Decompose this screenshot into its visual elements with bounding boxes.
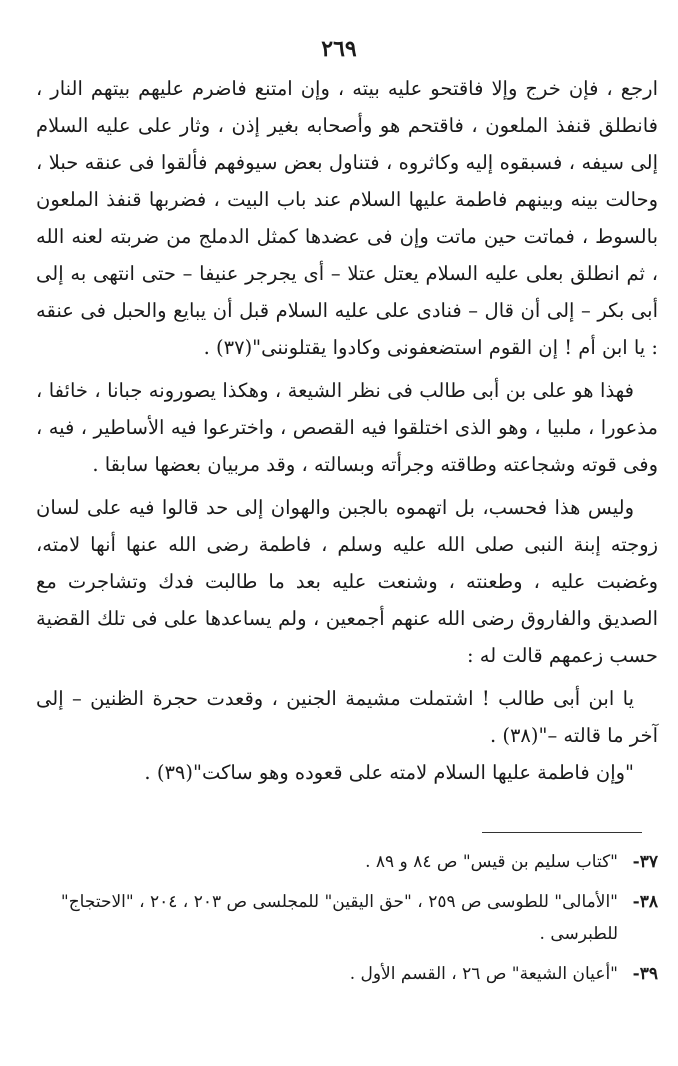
footnote-number: ٣٧- <box>632 852 658 872</box>
footnote <box>60 886 658 950</box>
footnote-text: "كتاب سليم بن قيس" ص ٨٤ و ٨٩ . <box>365 852 618 872</box>
footnotes <box>60 846 658 998</box>
footnote-text: "الأمالى" للطوسى ص ٢٥٩ ، "حق اليقين" للمجلسى ص ٢٠٣ ، ٢٠٤ ، "الاحتجاج" للطبرسى . <box>60 892 618 944</box>
footnote-number: ٣٩- <box>632 964 658 984</box>
footnote <box>60 958 658 990</box>
paragraph: ارجع ، فإن خرج وإلا فاقتحو عليه بيته ، وإن امتنع فاضرم عليهم بيتهم النار ، فانطلق قنفذ الملعون ، فاقتحم هو وأصحابه بغير إذن ، وثار على عليه السلام إلى سيفه ، فسبقوه إليه وكاثروه ، فتناول بعض سيوفهم فألقوا فى عنقه حبلا ، وحالت بينه وبينهم فاطمة عليها السلام عند باب البيت ، فضربها قنفذ الملعون بالسوط ، فماتت حين ماتت وإن فى عضدها كمثل الدملج من ضربته لعنه الله ، ثم انطلق بعلى عليه السلام يعتل عتلا – أى يجرجر عنيفا – حتى انتهى به إلى أبى بكر – إلى أن قال – فنادى على عليه السلام قبل أن يبايع والحبل فى عنقه : يا ابن أم ! إن القوم استضعفونى وكادوا يقتلوننى"(٣٧) . <box>36 77 658 359</box>
footnote-text: "أعيان الشيعة" ص ٢٦ ، القسم الأول . <box>349 964 618 984</box>
page-number: ٢٦٩ <box>321 36 357 62</box>
footnote-divider <box>482 832 642 833</box>
quote-paragraph: "وإن فاطمة عليها السلام لامته على قعوده وهو ساكت"(٣٩) . <box>144 761 634 784</box>
paragraph: وليس هذا فحسب، بل اتهموه بالجبن والهوان إلى حد قالوا فيه على لسان زوجته إبنة النبى صلى الله عليه وسلم ، فاطمة رضى الله عنها أنها لامته، وغضبت عليه ، وطعنته ، وشنعت عليه بعد ما طالبت فدك وتشاجرت مع الصديق والفاروق رضى الله عنهم أجمعين ، ولم يساعدها على فى تلك القضية حسب زعمهم قالت له : <box>36 496 658 667</box>
footnote-number: ٣٨- <box>632 892 658 912</box>
main-text <box>36 70 658 791</box>
paragraph: فهذا هو على بن أبى طالب فى نظر الشيعة ، وهكذا يصورونه جبانا ، خائفا ، مذعورا ، ملبيا ، وهو الذى اختلقوا فيه القصص ، واخترعوا فيه الأساطير ، فيه ، وفى قوته وشجاعته وطاقته وجرأته وبسالته ، وقد مربيان بعضها سابقا . <box>36 379 658 476</box>
footnote <box>60 846 658 878</box>
quote-paragraph: يا ابن أبى طالب ! اشتملت مشيمة الجنين ، وقعدت حجرة الظنين – إلى آخر ما قالته –"(٣٨) . <box>36 687 658 747</box>
